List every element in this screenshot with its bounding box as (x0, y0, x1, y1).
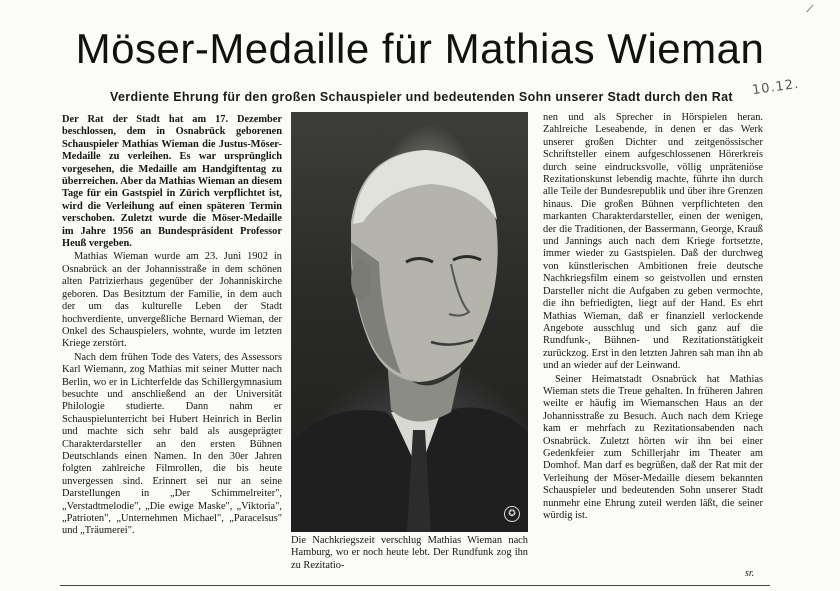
paragraph-radio-readings: nen und als Sprecher in Hörspielen heran. Zahlreiche Leseabende, in denen er das Werk unserer großen Dichter und zeitgenössischer Schriftsteller einem aufgeschlossenen Hörerkreis durch seine eindrucksvolle, völlig unpräteniöse Rezitationskunst lebendig machte, führte ihn durch alle Teile der Bundesrepublik und über ihre Grenzen hinaus. Die großen Bühnen verpflichteten den markanten Charakterdarsteller, einen der wenigen, der die Traditionen, der Bassermann, George, Krauß und Jannings auch nach dem Kriege fortsetzte, immer wieder zu Gastspielen. Daß der durchweg von künstlerischen Ambitionen freie deutsche Nachkriegsfilm einem so geistvollen und ernsten Darsteller nicht die Aufgaben zu geben vermochte, die ihn befriedigten, liegt auf der Hand. Es ehrt Mathias Wieman, daß er finanziell verlockende Angebote ausschlug und sich ganz auf die Rundfunk-, Bühnen- und Rezitationstätigkeit zurückzog. Erst in den letzten Jahren sah man ihn ab und an wieder auf der Leinwand. (543, 112, 763, 372)
photo-caption: Die Nachkriegszeit verschlug Mathias Wieman nach Hamburg, wo er noch heute lebt. Der Rundfunk zog ihn zu Rezitatio- (291, 535, 528, 571)
bottom-rule (60, 585, 770, 586)
paragraph-hometown: Seiner Heimatstadt Osnabrück hat Mathias Wieman stets die Treue gehalten. In früheren Jahren weilte er häufig im Wiemanschen Haus an der Johannisstraße zu Besuch. Auch nach dem Kriege kam er mehrfach zu Rezitationsabenden nach Osnabrück. Zuletzt hörten wir ihn bei einer Gedenkfeier zum Schillerjahr im Theater am Domhof. Man darf es begrüßen, daß der Rat mit der Verleihung der Möser-Medaille diesem bekannten Schauspieler und bedeutenden Sohn unserer Stadt nunmehr eine Ehrung zuteil werden läßt, die seiner würdig ist. (543, 373, 763, 521)
paragraph-birth: Mathias Wieman wurde am 23. Juni 1902 in Osnabrück an der Johannisstraße in dem schönen alten Patrizierhaus gegenüber der Johanniskirche geboren. Das Besitztum der Familie, in dem auch der um das kulturelle Leben der Stadt hochverdiente, unvergeßliche Bernard Wieman, der Onkel des Schauspielers, wohnte, wurde im letzten Kriege zerstört. (62, 251, 282, 350)
portrait-illustration (291, 112, 528, 532)
headline: Möser-Medaille für Mathias Wieman (75, 25, 765, 72)
photo-credit-emblem: ✪ (504, 506, 520, 522)
corner-mark: / (805, 1, 815, 16)
portrait-photo (291, 112, 528, 532)
paragraph-career: Nach dem frühen Tode des Vaters, des Assessors Karl Wiemann, zog Mathias mit seiner Mutter nach Berlin, wo er in Lichterfelde das Schillergymnasium besuchte und anschließend an der Universität Philologie studierte. Dann nahm er Schauspielunterricht bei Hubert Heinrich in Berlin und machte sich sehr bald als ausgeprägter Charakterdarsteller an den ersten Bühnen Deutschlands einen Namen. In den 30er Jahren folgten zahlreiche Filmrollen, die bis heute unvergessen sind. Erinnert sei nur an seine Darstellungen in „Der Schimmelreiter", „Verstadtmelodie", „Die ewige Maske", „Viktoria", „Patrioten", „Unternehmen Michael", „Paracelsus" und „Träumerei". (62, 351, 282, 537)
left-column (62, 114, 282, 538)
lead-paragraph: Der Rat der Stadt hat am 17. Dezember beschlossen, dem in Osnabrück geborenen Schauspieler Mathias Wieman die Justus-Möser-Medaille zu verleihen. Es war ursprünglich vorgesehen, die Medaille am Handgiftentag zu überreichen. Aber da Mathias Wieman an diesem Tage für ein Gastspiel in Zürich verpflichtet ist, wird die Verleihung auf einen späteren Termin verschoben. Zuletzt wurde die Möser-Medaille im Jahre 1956 an Bundespräsident Professor Heuß vergeben. (62, 114, 282, 250)
right-column (543, 112, 763, 522)
handwritten-note: 10.12. (751, 76, 801, 99)
author-signature: sr. (745, 568, 755, 579)
subheadline: Verdiente Ehrung für den großen Schauspieler und bedeutenden Sohn unserer Stadt durch den Rat (110, 90, 733, 104)
